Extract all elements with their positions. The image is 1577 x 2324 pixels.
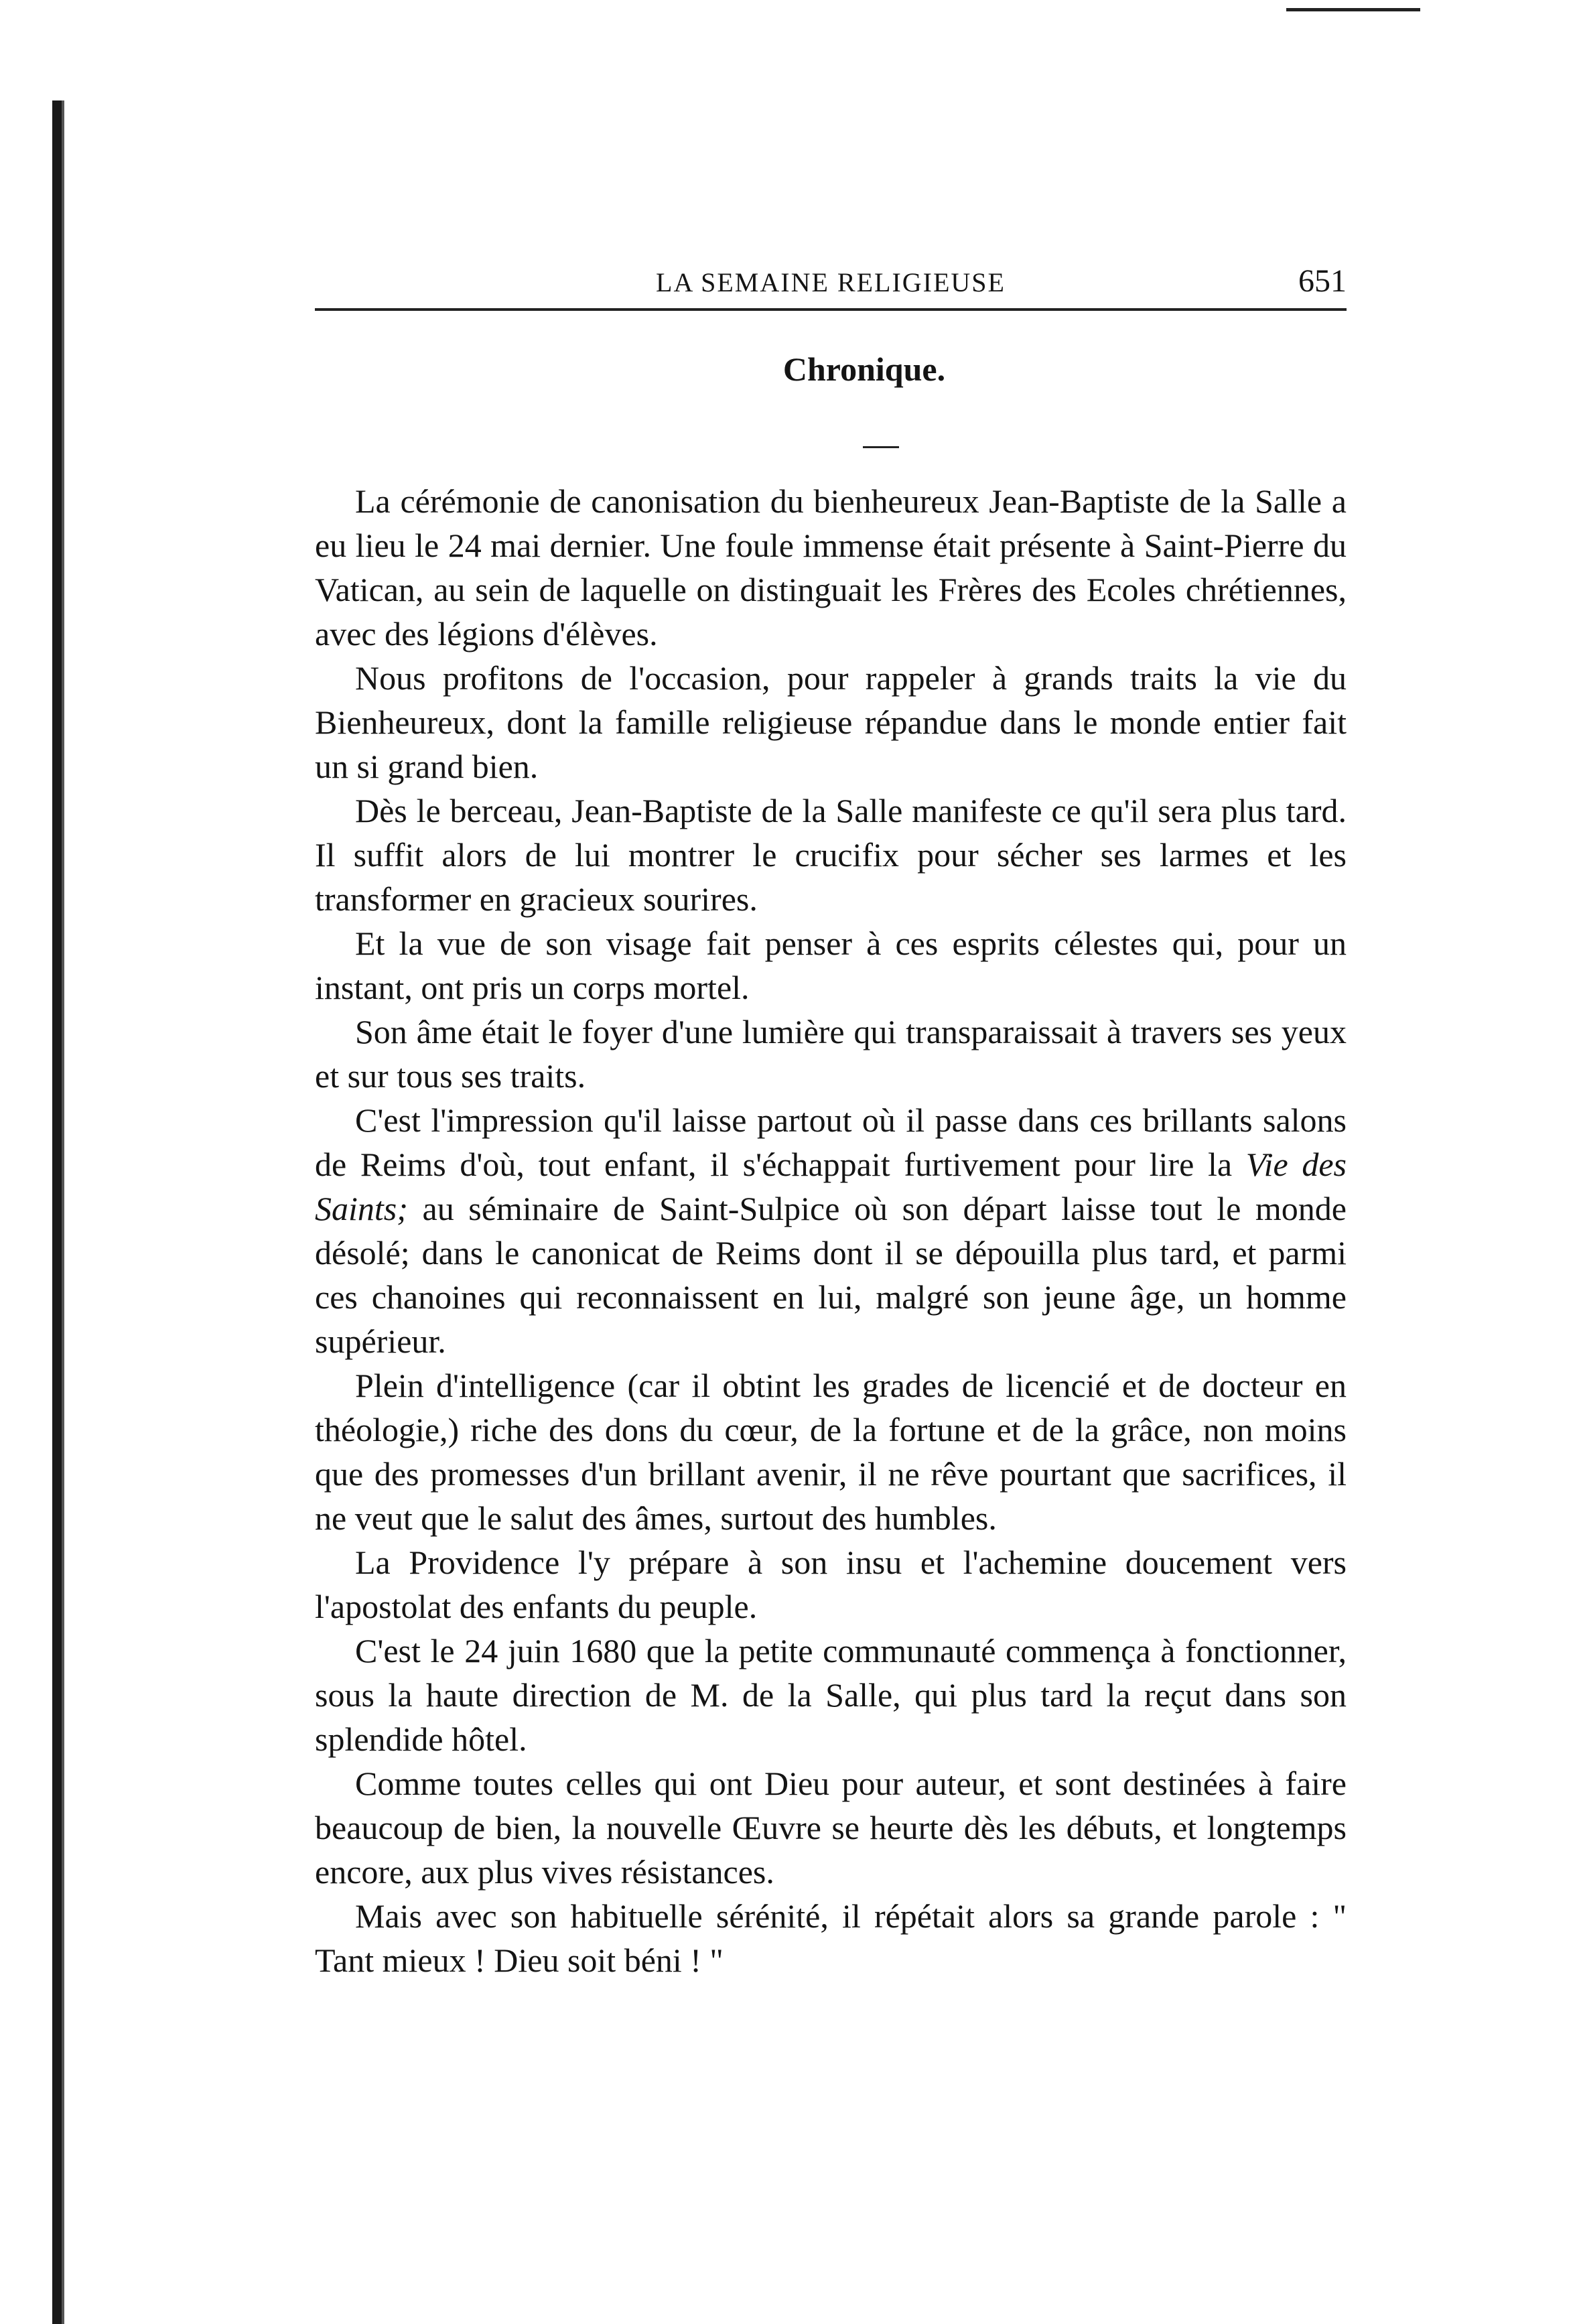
paragraph: [315, 1098, 1347, 1363]
paragraph: Nous profitons de l'occasion, pour rappeler à grands traits la vie du Bienheureux, dont la famille religieuse répandue dans le monde entier fait un si grand bien.: [315, 659, 1347, 785]
book-title: Vie des Saints;: [315, 1146, 1347, 1227]
paragraph: Dès le berceau, Jean-Baptiste de la Salle manifeste ce qu'il sera plus tard. Il suffit alors de lui montrer le crucifix pour sécher ses larmes et les transformer en gracieux sourires.: [315, 792, 1347, 918]
page-number: 651: [1298, 263, 1347, 299]
paragraph-text: C'est l'impression qu'il laisse partout où il passe dans ces brillants salons de Reims d'où, tout enfant, il s'échappait furtivement pour lire la: [315, 1101, 1347, 1183]
running-head: [315, 255, 1347, 311]
running-title: LA SEMAINE RELIGIEUSE: [656, 267, 1006, 297]
scan-mark: [1286, 8, 1420, 11]
paragraph: Et la vue de son visage fait penser à ces esprits célestes qui, pour un instant, ont pris un corps mortel.: [315, 925, 1347, 1006]
scan-binding-edge: [52, 100, 62, 2324]
paragraph: Son âme était le foyer d'une lumière qui transparaissait à travers ses yeux et sur tous ses traits.: [315, 1013, 1347, 1095]
section-title: Chronique.: [782, 350, 946, 388]
paragraph: Mais avec son habituelle sérénité, il répétait alors sa grande parole : " Tant mieux ! Dieu soit béni ! ": [315, 1897, 1347, 1979]
article-body: [315, 479, 1347, 1982]
paragraph: La Providence l'y prépare à son insu et l'achemine doucement vers l'apostolat des enfants du peuple.: [315, 1544, 1347, 1625]
paragraph: C'est le 24 juin 1680 que la petite communauté commença à fonctionner, sous la haute direction de M. de la Salle, qui plus tard la reçut dans son splendide hôtel.: [315, 1632, 1347, 1758]
paragraph: La cérémonie de canonisation du bienheureux Jean-Baptiste de la Salle a eu lieu le 24 mai dernier. Une foule immense était présente à Saint-Pierre du Vatican, au sein de laquelle on distinguait les Frères des Ecoles chrétiennes, avec des légions d'élèves.: [315, 482, 1347, 653]
section-divider: [863, 446, 899, 448]
paragraph-text: au séminaire de Saint-Sulpice où son départ laisse tout le monde désolé; dans le canonicat de Reims dont il se dépouilla plus tard, et parmi ces chanoines qui reconnaissent en lui, malgré son jeune âge, un homme supérieur.: [315, 1190, 1347, 1360]
paragraph: Comme toutes celles qui ont Dieu pour auteur, et sont destinées à faire beaucoup de bien, la nouvelle Œuvre se heurte dès les débuts, et longtemps encore, aux plus vives résistances.: [315, 1765, 1347, 1891]
page: [315, 255, 1347, 1982]
paragraph: Plein d'intelligence (car il obtint les grades de licencié et de docteur en théologie,) riche des dons du cœur, de la fortune et de la grâce, non moins que des promesses d'un brillant avenir, il ne rêve pourtant que sacrifices, il ne veut que le salut des âmes, surtout des humbles.: [315, 1367, 1347, 1537]
scan-binding-shadow: [62, 100, 64, 2324]
